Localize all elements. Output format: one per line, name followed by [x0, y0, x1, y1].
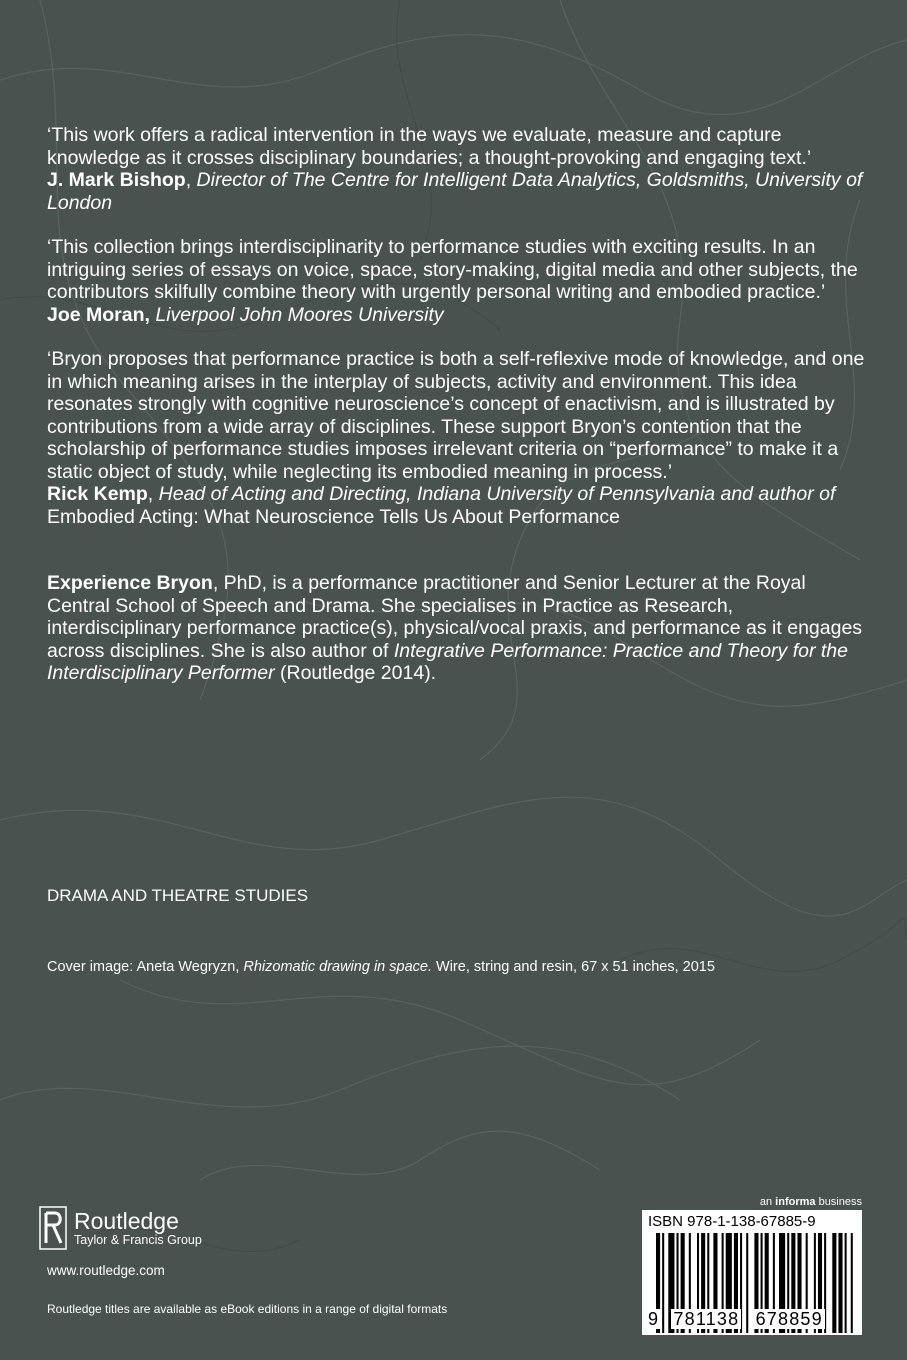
bio-book-title: Integrative Performance: Practice and Theory for the Interdisciplinary Performer [47, 639, 848, 684]
endorsement-3 [47, 348, 867, 528]
informa-brand: informa [775, 1196, 816, 1208]
credit-suffix: Wire, string and resin, 67 x 51 inches, 2015 [431, 959, 715, 975]
endorser-separator: , [147, 483, 159, 505]
endorsement-attribution [47, 304, 867, 327]
publisher-url[interactable]: www.routledge.com [47, 1263, 165, 1278]
barcode-digits [646, 1309, 858, 1330]
endorsement-1 [47, 124, 867, 214]
endorser-name: J. Mark Bishop [47, 169, 186, 191]
credit-prefix: Cover image: Aneta Wegryzn, [47, 959, 244, 975]
publisher-tagline: Taylor & Francis Group [74, 1233, 202, 1247]
author-name: Experience Bryon [47, 572, 213, 594]
endorsement-attribution [47, 483, 867, 528]
isbn-barcode [642, 1210, 862, 1335]
endorser-name: Joe Moran, [47, 303, 150, 326]
barcode-digit-lead: 9 [648, 1309, 660, 1329]
barcode-digits-right: 678859 [755, 1309, 823, 1329]
isbn-label: ISBN 978-1-138-67885-9 [648, 1213, 816, 1230]
endorser-role: Head of Acting and Directing, Indiana University of Pennsylvania and author of [158, 483, 836, 505]
routledge-logo [38, 1205, 202, 1251]
endorsement-quote: ‘This collection brings interdisciplinarity to performance studies with exciting results. In an intriguing series of essays on voice, space, story-making, digital media and other subjects, the contributors skilfully combine theory with urgently personal writing and embodied practice.’ [47, 236, 858, 303]
endorser-role: Director of The Centre for Intelligent Data Analytics, Goldsmiths, University of London [47, 169, 863, 214]
author-bio [47, 572, 867, 685]
endorsement-attribution [47, 169, 867, 214]
credit-title: Rhizomatic drawing in space. [243, 959, 432, 975]
endorser-separator: , [185, 169, 197, 191]
bio-text-2: (Routledge 2014). [274, 662, 437, 684]
publisher-brand: Routledge [74, 1208, 179, 1234]
ebook-note: Routledge titles are available as eBook editions in a range of digital formats [47, 1302, 448, 1316]
routledge-r-icon [38, 1205, 68, 1251]
endorsement-quote: ‘This work offers a radical intervention in the ways we evaluate, measure and capture knowledge as it crosses disciplinary boundaries; a thought-provoking and engaging text.’ [47, 124, 812, 169]
endorser-name: Rick Kemp [47, 483, 148, 505]
endorsement-2 [47, 236, 867, 326]
cover-image-credit [47, 959, 715, 975]
informa-business-label: an informa business [759, 1196, 862, 1208]
endorsement-quote: ‘Bryon proposes that performance practice is both a self-reflexive mode of knowledge, and one in which meaning arises in the interplay of subjects, activity and environment. This idea resonates strongly with cognitive neuroscience’s concept of enactivism, and is illustrated by contributions from a wide array of disciplines. These support Bryon’s contention that the scholarship of performance studies imposes irrelevant criteria on “performance” to make it a static object of study, while neglecting its embodied meaning in process.’ [47, 348, 865, 483]
barcode-digits-left: 781138 [673, 1309, 740, 1329]
subject-category: DRAMA AND THEATRE STUDIES [47, 886, 309, 905]
back-cover-text [47, 124, 867, 685]
bio-text-1: , PhD, is a performance practitioner and Senior Lecturer at the Royal Central School of Speech and Drama. She specialises in Practice as Research, interdisciplinary performance practice(s), physical/vocal praxis, and performance as it engages across disciplines. She is also author of [47, 572, 863, 662]
endorser-book: Embodied Acting: What Neuroscience Tells Us About Performance [47, 505, 621, 528]
endorser-role: Liverpool John Moores University [155, 303, 444, 326]
